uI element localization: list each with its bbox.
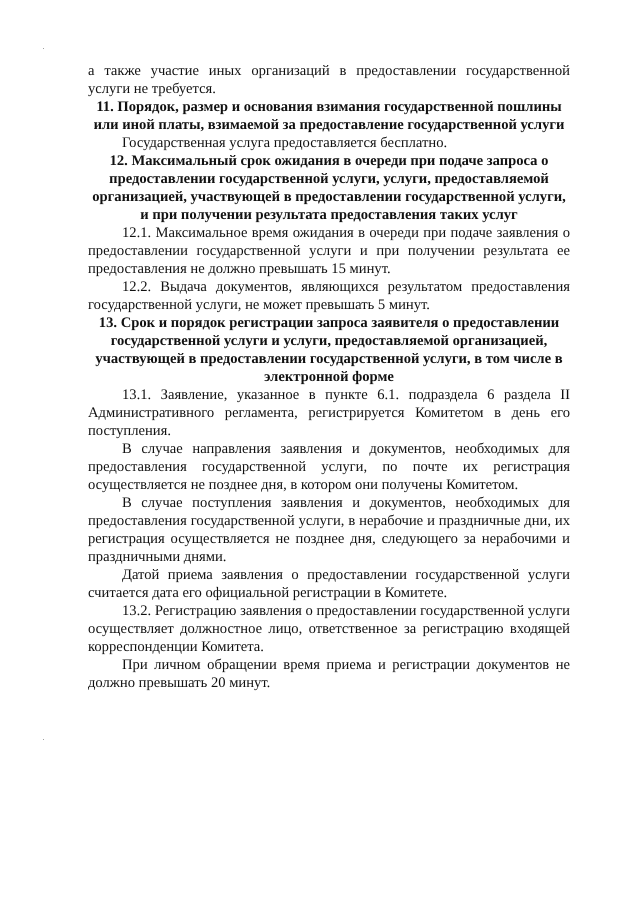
section-12-paragraph-1: 12.1. Максимальное время ожидания в очереди при подаче заявления о предоставлении государственной услуги и при получении результата ее предоставления не должно превышать 15 минут.	[88, 225, 570, 277]
section-13-paragraph-5: 13.2. Регистрацию заявления о предоставлении государственной услуги осуществляет должностное лицо, ответственное за регистрацию входящей корреспонденции Комитета.	[88, 603, 570, 655]
section-11	[88, 98, 570, 152]
section-13	[88, 314, 570, 692]
section-12-paragraph-2: 12.2. Выдача документов, являющихся результатом предоставления государственной услуги, не может превышать 5 минут.	[88, 279, 570, 313]
section-13-paragraph-3: В случае поступления заявления и документов, необходимых для предоставления государственной услуги, в нерабочие и праздничные дни, их регистрация осуществляется не позднее дня, следующего за нерабочими и праздничными днями.	[88, 495, 570, 565]
scan-mark-top	[43, 48, 44, 49]
section-13-paragraph-1: 13.1. Заявление, указанное в пункте 6.1. подраздела 6 раздела II Административного регламента, регистрируется Комитетом в день его поступления.	[88, 387, 570, 439]
scan-mark-bottom	[43, 739, 44, 740]
section-11-paragraph-1: Государственная услуга предоставляется бесплатно.	[122, 135, 448, 151]
section-13-paragraph-2: В случае направления заявления и документов, необходимых для предоставления государственной услуги, по почте их регистрация осуществляется не позднее дня, в котором они получены Комитетом.	[88, 441, 570, 493]
section-13-heading: 13. Срок и порядок регистрации запроса заявителя о предоставлении государственной услуги и услуги, предоставляемой организацией, участвующей в предоставлении государственной услуги, в том числе в электронной форме	[95, 315, 563, 385]
section-13-paragraph-4: Датой приема заявления о предоставлении государственной услуги считается дата его официальной регистрации в Комитете.	[88, 567, 570, 601]
section-11-heading: 11. Порядок, размер и основания взимания государственной пошлины или иной платы, взимаемой за предоставление государственной услуги	[93, 99, 565, 133]
continuation-paragraph: а также участие иных организаций в предоставлении государственной услуги не требуется.	[88, 63, 570, 97]
section-13-paragraph-6: При личном обращении время приема и регистрации документов не должно превышать 20 минут.	[88, 657, 570, 691]
section-12	[88, 152, 570, 314]
section-12-heading: 12. Максимальный срок ожидания в очереди при подаче запроса о предоставлении государственной услуги, услуги, предоставляемой организацией, участвующей в предоставлении государственной услуги, и при получении результата предоставления таких услуг	[92, 153, 566, 223]
document-body	[88, 62, 570, 692]
